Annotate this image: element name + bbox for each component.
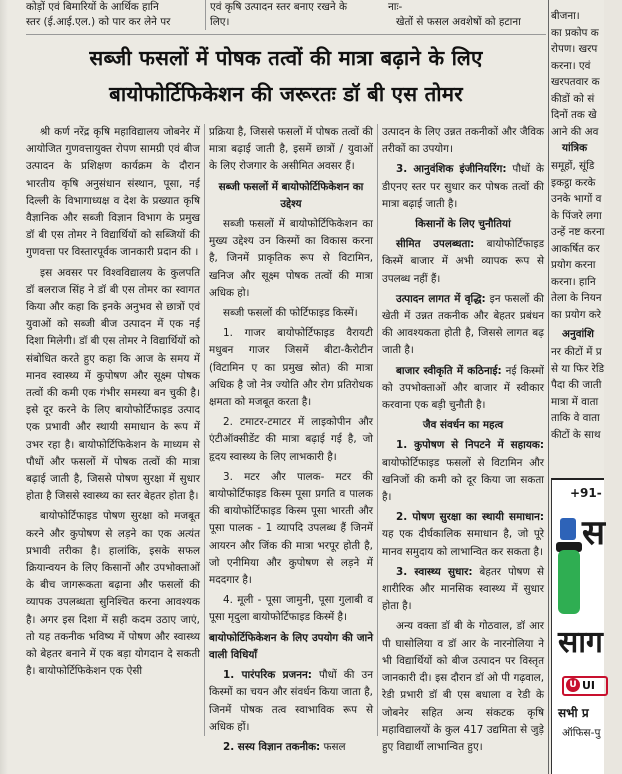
adjacent-line: इकट्ठा करके — [551, 176, 596, 189]
headline-line-2: बायोफोर्टिफिकेशन की जरूरतः डॉ बी एस तोमर — [109, 82, 463, 106]
ad-big-letter: स — [582, 513, 605, 553]
column-divider-1 — [204, 124, 205, 736]
col2-paragraph-radish: 4. मूली - पूसा जामुनी, पूसा गुलाबी व पूसा मृदुला बायोफोर्टिफाइड किस्में है। — [209, 594, 373, 624]
adjacent-line: ताकि वे वाता — [551, 412, 600, 424]
col3-paragraph-malnutrition — [382, 437, 544, 506]
col3-paragraph-cost — [382, 291, 544, 360]
col3-market-text: नई किस्मों को उपभोक्ताओं और बाजार में स्वीकार करवाना एक बड़ी चुनौती है। — [382, 364, 544, 412]
col3-paragraph-genetic — [382, 161, 544, 213]
adjacent-line: बीजना। — [551, 10, 580, 22]
adjacent-heading-genetic: अनुवांशि — [562, 328, 594, 340]
adjacent-line: पैदा की जाती — [551, 379, 602, 391]
ad-logo-word: UI — [582, 679, 596, 692]
col2-breeding-text: पौधों की उन किस्मों का चयन और संवर्धन किया जाता है, जिनमें पोषक तत्व स्वाभाविक रूप से अधिक हों। — [209, 669, 374, 733]
col2-paragraph-2: सब्जी फसलों में बायोफोर्टिफिकेशन का मुख्य उद्देश्य उन किस्मों का विकास करना है, जिनमें प्राकृतिक रूप से विटामिन, खनिज और सूक्ष्म पोषक तत्वों की मात्रा अधिक हो। — [209, 218, 373, 299]
col3-availability-label: सीमित उपलब्धता: — [396, 238, 475, 251]
col3-security-label: 2. पोषण सुरक्षा का स्थायी समाधान: — [396, 511, 544, 524]
col2-paragraph-breeding — [209, 667, 373, 736]
adjacent-line: उन्हें नष्ट करना — [551, 226, 605, 238]
col3-heading-challenges: किसानों के लिए चुनौतियां — [415, 218, 511, 231]
col3-genetic-text: पौधों के डीएनए स्तर पर सुधार कर पोषक तत्वों की मात्रा बढ़ाई जाती है। — [382, 163, 545, 210]
advertisement — [551, 478, 604, 774]
ad-phone: +91- — [570, 486, 602, 500]
col2-paragraph-1: प्रक्रिया है, जिससे फसलों में पोषक तत्वों की मात्रा बढ़ाई जाती है, इसमें छात्रों / युवाओं के लिए रोजगार के असीमित अवसर हैं। — [209, 126, 373, 173]
adjacent-line: रोपण। खरप — [551, 43, 598, 55]
top-fragment-mid3 — [388, 0, 546, 30]
col3-paragraph-availability — [382, 236, 544, 288]
col1-paragraph-1: श्री कर्ण नरेंद्र कृषि महाविद्यालय जोबनेर में आयोजित गुणवत्तायुक्त रोपण सामग्री एवं बीज उत्पादन के प्रशिक्षण कार्यक्रम के दौरान भारतीय कृषि अनुसंधान संस्थान, पूसा, नई दिल्ली के विभागाध्यक्ष व देश के प्रख्यात कृषि वैज्ञानिक और सब्जी विज्ञान विभाग के प्रमुख डॉ बी एस तोमर ने विद्यार्थियों को सब्जियों की गुणवत्ता पर विस्तारपूर्वक जानकारी प्रदान की । — [26, 126, 200, 259]
col2-agronomy-label: 2. सस्य विज्ञान तकनीक: — [223, 740, 321, 753]
adjacent-line: खरपतवार क — [551, 76, 600, 88]
col2-paragraph-tomato: 2. टमाटर-टमाटर में लाइकोपीन और एंटीऑक्सीडेंट की मात्रा बढ़ाई गई है, जो हृदय स्वास्थ्य के लिए लाभकारी है। — [209, 416, 373, 463]
article-column-3 — [382, 124, 545, 753]
top-left-line-1: कोड़ों एवं बिमारियों के आर्थिक हानि — [26, 1, 159, 13]
headline-top-rule — [26, 34, 546, 35]
col3-paragraph-1: उत्पादन के लिए उन्नत तकनीकों और जैविक तरीकों का उपयोग। — [382, 126, 544, 156]
column-divider-2 — [377, 124, 378, 736]
ad-line-1: सभी प्र — [558, 706, 589, 720]
top-fragment-left — [26, 0, 202, 30]
col3-paragraph-speakers: अन्य वक्ता डॉ बी के गोठवाल, डॉ आर पी घासोलिया व डॉ आर के नारनोलिया ने भी विद्यार्थियों को बीज उत्पादन पर विस्तृत जानकारी दी। इस दौरान डॉ ओ पी गढ़वाल, रेडी प्रभारी डॉ बी एस बधाला व रेडी के जोबनेर सहित अन्य संकटक कृषि महाविद्यालयों के कुल 417 उद्यमिता से जुड़े हुए विद्यार्थी लाभान्वित हुए। — [382, 620, 544, 753]
top-mid3-line-1: नाः- — [388, 1, 403, 13]
col3-paragraph-health — [382, 564, 544, 616]
col2-paragraph-3: सब्जी फसलों की फोर्टिफाइड किस्में। — [223, 307, 358, 320]
headline-block — [26, 40, 546, 118]
ad-line-2: ऑफिस-पु — [562, 727, 601, 739]
col2-breeding-label: 1. पारंपरिक प्रजनन: — [223, 669, 312, 682]
col1-paragraph-3: बायोफोर्टिफाइड पोषण सुरक्षा को मजबूत करने और कुपोषण से लड़ने का एक अत्यंत प्रभावी तरीका है। हालांकि, इसके सफल क्रियान्वयन के लिए किसानों और उपभोक्ताओं के बीच जागरूकता बढ़ाना और फसलों की व्यापक उपलब्धता सुनिश्चित करना आवश्यक है। अगर इस दिशा में सही कदम उठाए जाएं, तो यह तकनीक भविष्य में पोषण और स्वास्थ्य को बेहतर बनाने में एक बड़ा योगदान दे सकती है। बायोफोर्टिफिकेशन एक ऐसी — [26, 510, 200, 678]
headline-line-1: सब्जी फसलों में पोषक तत्वों की मात्रा बढ़ाने के लिए — [89, 46, 483, 70]
col3-availability-text: बायोफोर्टिफाइड किस्में बाजार में अभी व्यापक रूप से उपलब्ध नहीं हैं। — [382, 238, 544, 285]
adjacent-line: तेला के नियन — [551, 292, 602, 304]
ad-blue-product-icon — [560, 518, 576, 540]
adjacent-line: करना। हानि — [551, 275, 596, 288]
top-mid3-line-2: खेतों से फसल अवशेषों को हटाना — [396, 16, 521, 28]
col2-agronomy-text: फसल — [320, 740, 346, 753]
ad-logo-mark: U — [566, 678, 580, 692]
col2-paragraph-pea-spinach: 3. मटर और पालक- मटर की बायोफोर्टिफाइड किस्म पूसा प्रगति व पालक की बायोफोर्टिफाइड किस्म पूसा भारती और पूसा पालक - 1 व्यापदि उपलब्ध हैं जिनमें आयरन और जिंक की मात्रा भरपूर होती है, जो एनीमिया और कुपोषण से लड़ने में मददगार है। — [209, 470, 373, 587]
top-left-line-2: स्तर (ई.आई.एल.) को पार कर लेने पर — [26, 16, 171, 28]
col3-genetic-label: 3. आनुवंशिक इंजीनियरिंग: — [396, 163, 507, 176]
col2-paragraph-carrot: 1. गाजर बायोफोर्टिफाइड वैरायटी मधुबन गाजर जिसमें बीटा-कैरोटीन (विटामिन ए का प्रमुख स्रोत) की मात्रा अधिक है जो नेत्र ज्योति और रोग प्रतिरोधक क्षमता को मजबूत करता है। — [209, 327, 373, 409]
adjacent-article-mid — [551, 158, 611, 323]
col1-paragraph-2: इस अवसर पर विश्वविद्यालय के कुलपति डॉ बलराज सिंह ने डॉ बी एस तोमर का स्वागत किया और कहा कि इनके अनुभव से छात्रों एवं युवाओं को सब्जी बीज उत्पादन में एक नई दिशा मिलेगी। डॉ बी एस तोमर ने विद्यार्थियों को संबोधित करते हुए कहा कि आज के समय में मानव स्वास्थ्य में कुपोषण और सूक्ष्म पोषक तत्वों की कमी एक गंभीर समस्या बन चुकी है। इसे दूर करने के लिए बायोफोर्टिफाइड उत्पाद एक प्रभावी और स्थायी समाधान के रूप में उभर रहा है। बायोफोर्टिफिकेशन के माध्यम से पौधों और फसलों में पोषक तत्वों की मात्रा बढ़ाई जाती है, जिससे पोषण सुरक्षा में सुधार होता है जिससे स्वास्थ्य का स्तर बेहतर होता है। — [26, 266, 200, 503]
adjacent-line: का प्रयोग करे — [551, 308, 601, 321]
adjacent-line: समूहों, सूंडि — [551, 160, 595, 172]
ad-brand-logo — [562, 676, 608, 696]
col2-heading-methods: बायोफोर्टिफिकेशन के लिए उपयोग की जाने वाली विधियाँ — [209, 631, 373, 661]
adjacent-line: प्रयोग करना — [551, 259, 596, 271]
col3-paragraph-market — [382, 363, 544, 415]
col3-paragraph-security — [382, 509, 544, 561]
adjacent-line: दिनों तक खे — [551, 109, 597, 121]
col3-cost-text: इन फसलों की खेती में उन्नत तकनीक और बेहतर प्रबंधन की आवश्यकता होती है, जिससे लागत बढ़ जाती है। — [382, 292, 544, 357]
col3-malnutrition-label: 1. कुपोषण से निपटने में सहायक: — [396, 439, 544, 452]
col3-cost-label: उत्पादन लागत में वृद्धि: — [396, 292, 486, 305]
adjacent-heading-mechanical: यांत्रिक — [562, 142, 588, 154]
adjacent-line: का प्रकोप क — [551, 26, 599, 39]
col3-security-text: यह एक दीर्घकालिक समाधान है, जो पूरे मानव समुदाय को लाभान्वित कर सकता है। — [382, 528, 544, 558]
top-divider-1 — [205, 0, 206, 30]
article-column-1 — [26, 124, 200, 736]
top-fragment-mid — [210, 0, 380, 30]
page-shadow — [0, 0, 8, 774]
ad-sprayer-icon — [558, 550, 580, 614]
col2-paragraph-agronomy — [209, 739, 373, 756]
adjacent-line: आकर्षित कर — [551, 242, 600, 255]
col3-heading-importance: जैव संवर्धन का महत्व — [422, 419, 504, 432]
col3-market-label: बाजार स्वीकृति में कठिनाई: — [396, 364, 502, 377]
adjacent-line: उनके भागों व — [551, 193, 602, 205]
col3-health-text: बेहतर पोषण से शारीरिक और मानसिक स्वास्थ्य में सुधार होता है। — [382, 565, 544, 613]
adjacent-line: करना। एवं — [551, 59, 591, 72]
adjacent-article-low — [551, 344, 611, 443]
adjacent-line: आने की अव — [551, 125, 599, 138]
top-mid-line-1: एवं कृषि उत्पादन स्तर बनाए रखने के — [210, 1, 347, 13]
adjacent-line: से या फिर रेडि — [551, 362, 605, 375]
col3-health-label: 3. स्वास्थ्य सुधार: — [396, 565, 473, 578]
adjacent-line: के पिंजरे लगा — [551, 209, 602, 222]
adjacent-article-top — [551, 8, 611, 140]
col3-malnutrition-text: बायोफोर्टिफाइड फसलों से विटामिन और खनिजों की कमी को दूर किया जा सकता है। — [382, 456, 544, 504]
col2-heading-objective: सब्जी फसलों में बायोफोर्टिफिकेशन का उद्देश्य — [218, 180, 364, 210]
adjacent-line: कीडों को सं — [551, 92, 595, 105]
article-column-2 — [209, 124, 374, 753]
top-mid-line-2: लिए। — [210, 16, 230, 28]
adjacent-line: कीटों के साथ — [551, 428, 601, 441]
adjacent-line: नर कीटों में प्र — [551, 346, 602, 358]
adjacent-line: मात्रा में वाता — [551, 395, 599, 408]
ad-big-word: साग — [558, 625, 603, 660]
